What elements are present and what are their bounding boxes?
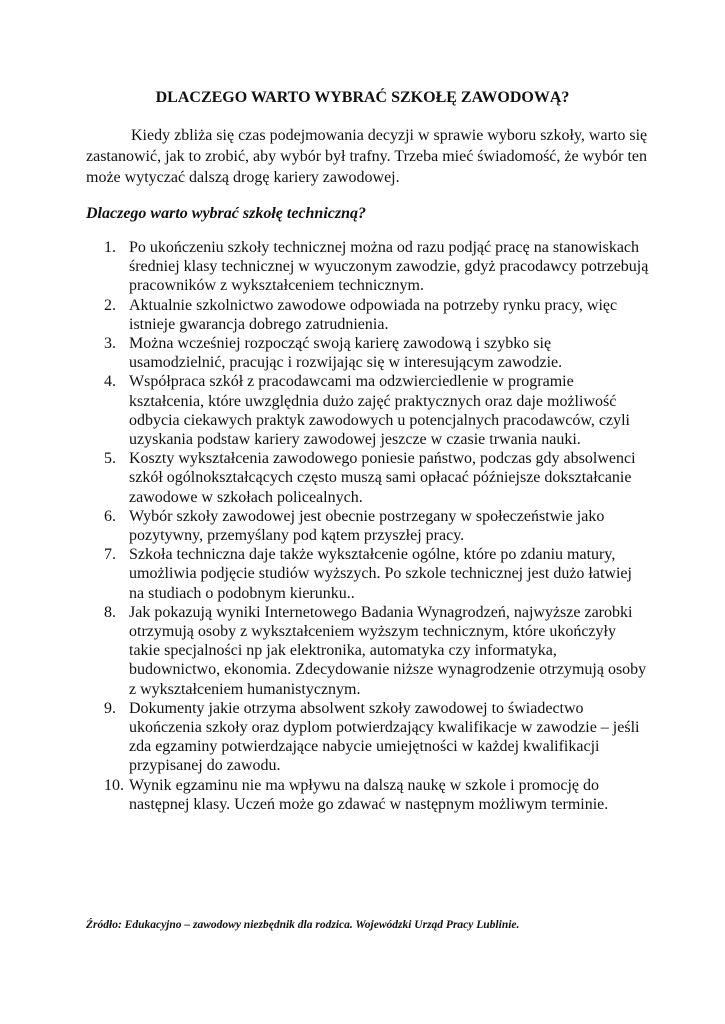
list-item-number: 8. [104,603,116,621]
list-item [104,507,649,545]
document-title: DLACZEGO WARTO WYBRAĆ SZKOŁĘ ZAWODOWĄ? [155,89,570,106]
list-item-number: 1. [104,239,116,256]
list-item-number: 10. [104,776,124,794]
list-item-text: Współpraca szkół z pracodawcami ma odzwierciedlenie w programie kształcenia, które uwzględnia dużo zajęć praktycznych oraz daje możliwość odbycia ciekawych praktyk zawodowych u potencjalnych pracodawców, czyli uzyskania podstaw kariery zawodowej jeszcze w czasie trwania nauki. [129,373,630,449]
list-item-text: Po ukończeniu szkoły technicznej można od razu podjąć pracę na stanowiskach średniej klasy technicznej w wyuczonym zawodzie, gdyż pracodawcy potrzebują pracowników z wykształceniem technicznym. [129,239,649,295]
list-item-text: Dokumenty jakie otrzyma absolwent szkoły zawodowej to świadectwo ukończenia szkoły oraz dyplom potwierdzający kwalifikacje w zawodzie – jeśli zda egzaminy potwierdzające nabycie umiejętności w każdej kwalifikacji przypisanej do zawodu. [129,699,640,775]
list-item-number: 4. [104,373,116,391]
list-item-number: 6. [104,507,116,525]
source-citation: Źródło: Edukacyjno – zawodowy niezbędnik dla rodzica. Wojewódzki Urząd Pracy Lublinie. [86,919,520,931]
list-item [104,603,649,699]
list-item [104,699,649,776]
list-item-number: 7. [104,546,116,564]
list-item [104,776,649,814]
intro-paragraph: Kiedy zbliża się czas podejmowania decyzji w sprawie wyboru szkoły, warto się zastanowić, jak to zrobić, aby wybór był trafny. Trzeba mieć świadomość, że wybór ten może wytyczać dalszą drogę kariery zawodowej. [86,127,648,186]
list-item-text: Aktualnie szkolnictwo zawodowe odpowiada na potrzeby rynku pracy, więc istnieje gwarancja dobrego zatrudnienia. [129,296,618,333]
list-item [104,296,649,334]
list-item-text: Wynik egzaminu nie ma wpływu na dalszą naukę w szkole i promocję do następnej klasy. Uczeń może go zdawać w następnym możliwym terminie. [129,776,609,813]
list-item-text: Można wcześniej rozpocząć swoją karierę zawodową i szybko się usamodzielnić, pracując i rozwijając się w interesującym zawodzie. [129,335,563,372]
list-item-text: Koszty wykształcenia zawodowego poniesie państwo, podczas gdy absolwenci szkół ogólnokształcących często muszą sami opłacać późniejsze dokształcanie zawodowe w szkołach policealnych. [129,450,636,506]
list-item-text: Szkoła techniczna daje także wykształcenie ogólne, które po zdaniu matury, umożliwia podjęcie studiów wyższych. Po szkole technicznej jest dużo łatwiej na studiach o podobnym kierunku.. [129,546,632,602]
list-item [104,334,649,372]
list-item [104,449,649,507]
list-item-text: Jak pokazują wyniki Internetowego Badania Wynagrodzeń, najwyższe zarobki otrzymują osoby z wykształceniem wyższym technicznym, które ukończyły takie specjalności np jak elektronika, automatyka czy informatyka, budownictwo, ekonomia. Zdecydowanie niższe wynagrodzenie otrzymują osoby z wykształceniem humanistycznym. [129,603,647,698]
list-item [104,372,649,449]
list-item-number: 2. [104,296,116,314]
reasons-list [104,238,649,814]
list-item-number: 5. [104,450,116,468]
list-item [104,545,649,603]
list-item-text: Wybór szkoły zawodowej jest obecnie postrzegany w społeczeństwie jako pozytywny, przemyślany pod kątem przyszłej pracy. [129,507,605,545]
list-item-number: 3. [104,335,116,353]
list-item [104,238,649,296]
section-subtitle: Dlaczego warto wybrać szkołę techniczną? [86,205,366,222]
list-item-number: 9. [104,699,116,717]
